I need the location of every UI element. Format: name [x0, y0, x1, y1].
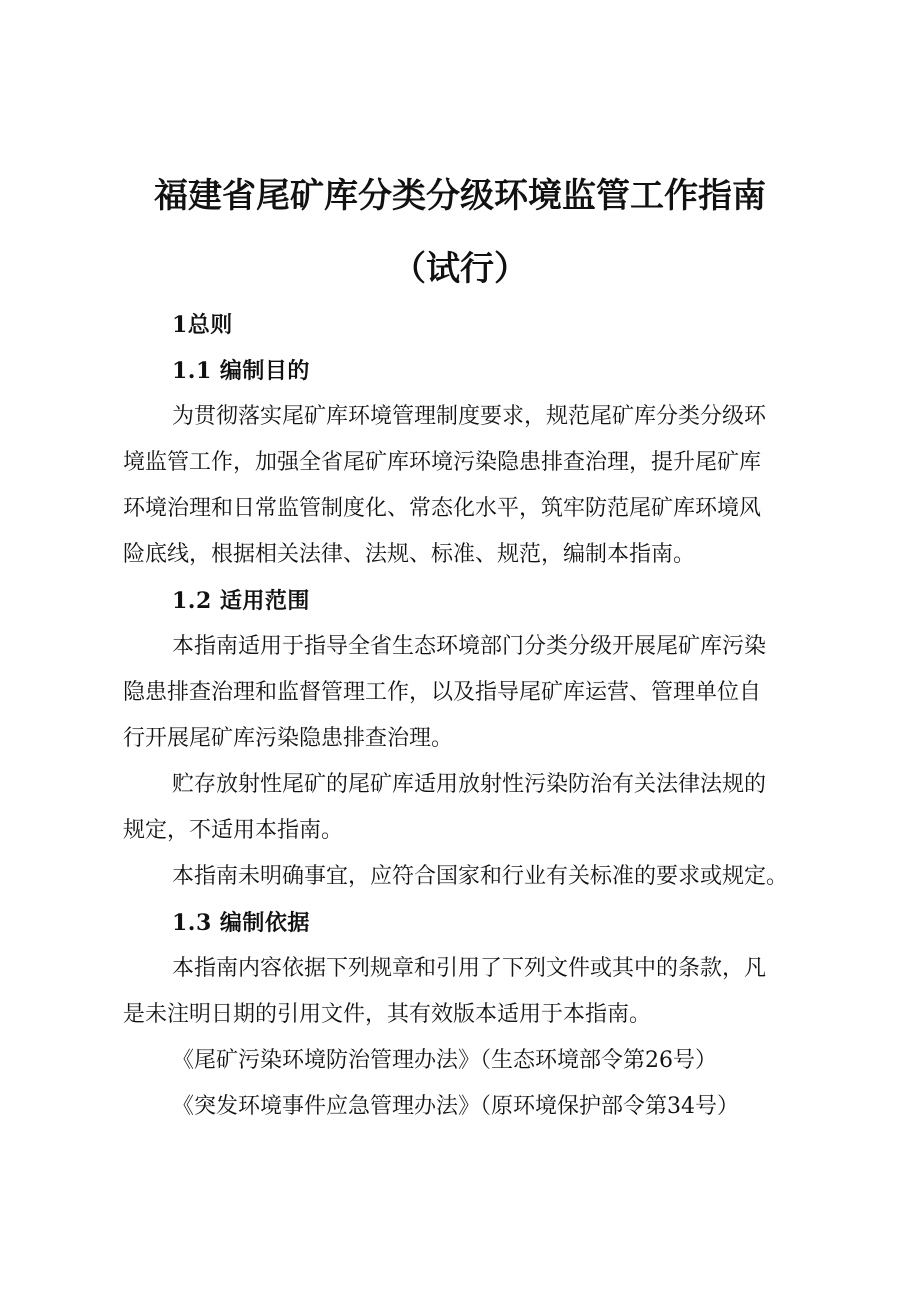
paragraph-line: 是未注明日期的引用文件，其有效版本适用于本指南。	[123, 1002, 652, 1027]
section-heading-1-1: 1.1 编制目的	[172, 358, 310, 384]
paragraph-line: 环境治理和日常监管制度化、常态化水平，筑牢防范尾矿库环境风	[123, 496, 762, 521]
paragraph-line: 隐患排查治理和监督管理工作，以及指导尾矿库运营、管理单位自	[123, 680, 762, 705]
paragraph-line: 本指南适用于指导全省生态环境部门分类分级开展尾矿库污染	[172, 634, 767, 659]
paragraph-line: 行开展尾矿库污染隐患排查治理。	[123, 726, 454, 751]
section-heading-1: 1总则	[172, 312, 233, 338]
document-title: 福建省尾矿库分类分级环境监管工作指南	[154, 176, 766, 216]
paragraph-line: 为贯彻落实尾矿库环境管理制度要求，规范尾矿库分类分级环	[172, 404, 767, 429]
paragraph-line: 本指南内容依据下列规章和引用了下列文件或其中的条款，凡	[172, 956, 767, 981]
paragraph-line: 境监管工作，加强全省尾矿库环境污染隐患排查治理，提升尾矿库	[123, 450, 762, 475]
section-heading-1-2: 1.2 适用范围	[172, 588, 310, 614]
paragraph-line: 本指南未明确事宜，应符合国家和行业有关标准的要求或规定。	[172, 864, 789, 889]
document-subtitle: （试行）	[392, 249, 528, 289]
reference-item: 《尾矿污染环境防治管理办法》（生态环境部令第26号）	[172, 1048, 717, 1073]
paragraph-line: 规定，不适用本指南。	[123, 818, 344, 843]
paragraph-line: 贮存放射性尾矿的尾矿库适用放射性污染防治有关法律法规的	[172, 772, 767, 797]
paragraph-line: 险底线，根据相关法律、法规、标准、规范，编制本指南。	[123, 542, 696, 567]
section-heading-1-3: 1.3 编制依据	[172, 910, 310, 936]
reference-item: 《突发环境事件应急管理办法》（原环境保护部令第34号）	[172, 1094, 739, 1119]
